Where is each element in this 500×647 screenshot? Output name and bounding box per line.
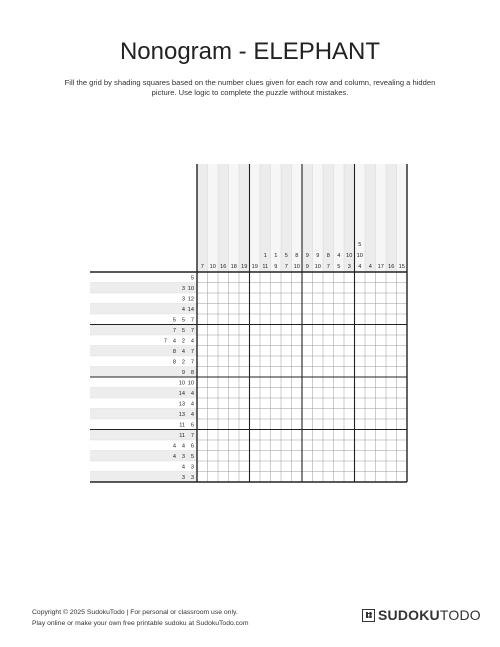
column-clue-number: 10 (293, 264, 300, 270)
row-clue-number: 7 (190, 359, 194, 366)
column-clue-number: 16 (388, 264, 395, 270)
row-clue-number: 4 (172, 443, 176, 450)
column-clue-background (239, 164, 250, 272)
column-clue-number: 9 (274, 264, 278, 270)
column-clue-number: 9 (305, 253, 309, 259)
row-clue-number: 4 (190, 390, 194, 397)
row-clue-number: 12 (187, 296, 194, 303)
column-clue-background (386, 164, 397, 272)
column-clue-background (365, 164, 376, 272)
column-clue-number: 5 (358, 242, 362, 248)
row-clue-number: 11 (179, 422, 185, 429)
row-clue-number: 5 (190, 275, 194, 282)
column-clue-number: 7 (326, 264, 330, 270)
row-clue-number: 10 (187, 380, 194, 387)
row-clue-number: 8 (172, 348, 176, 355)
row-clue-number: 3 (181, 453, 185, 460)
row-clue-number: 3 (181, 285, 185, 292)
row-clue-number: 9 (181, 369, 185, 376)
row-clue-number: 14 (178, 390, 185, 397)
column-clue-number: 5 (337, 264, 341, 270)
row-clue-number: 8 (190, 369, 194, 376)
row-clue-number: 2 (181, 359, 185, 366)
column-clue-number: 10 (346, 253, 353, 259)
row-clue-number: 6 (190, 422, 194, 429)
column-clue-number: 7 (284, 264, 288, 270)
row-clue-number: 2 (181, 338, 185, 345)
column-clue-number: 4 (358, 264, 362, 270)
logo-todo: TODO (439, 607, 481, 623)
column-clue-number: 1 (274, 253, 278, 259)
column-clue-number: 19 (241, 264, 248, 270)
column-clue-background (397, 164, 408, 272)
grid-logo-icon (362, 609, 375, 622)
row-clue-number: 4 (172, 453, 176, 460)
column-clue-number: 11 (262, 264, 269, 270)
row-clue-number: 6 (190, 443, 194, 450)
column-clue-number: 18 (230, 264, 237, 270)
row-clue-number: 7 (190, 348, 194, 355)
logo-wordmark (378, 607, 481, 623)
column-clue-number: 19 (251, 264, 258, 270)
row-clue-number: 4 (181, 348, 185, 355)
column-clue-background (208, 164, 219, 272)
page-title: Nonogram - ELEPHANT (119, 38, 381, 65)
promo-text: Play online or make your own free printable sudoku at SudokuTodo.com (32, 620, 249, 627)
column-clue-number: 17 (377, 264, 384, 270)
column-clue-background (250, 164, 261, 272)
row-clue-number: 4 (181, 443, 185, 450)
row-clue-number: 13 (178, 401, 185, 408)
row-clue-number: 4 (190, 338, 194, 345)
footer (32, 607, 249, 629)
column-clue-number: 9 (316, 253, 320, 259)
column-clue-background (376, 164, 387, 272)
row-clue-number: 10 (178, 380, 185, 387)
row-clue-number: 4 (190, 411, 194, 418)
row-clue-number: 7 (172, 327, 176, 334)
row-clue-number: 5 (181, 317, 185, 324)
row-clue-number: 7 (163, 338, 167, 345)
row-clue-number: 7 (190, 432, 194, 439)
instructions-text: Fill the grid by shading squares based on the number clues given for each row and column, revealing a hidden picture. Use logic to complete the puzzle without mistakes. (64, 78, 436, 97)
column-clue-number: 10 (356, 253, 363, 259)
column-clue-number: 4 (337, 253, 341, 259)
row-clue-number: 8 (172, 359, 176, 366)
row-clue-background (90, 272, 197, 283)
column-clue-number: 7 (200, 264, 204, 270)
copyright-text: Copyright © 2025 SudokuTodo | For personal or classroom use only. (32, 609, 238, 616)
column-clue-number: 3 (347, 264, 351, 270)
row-clue-number: 4 (172, 338, 176, 345)
row-clue-number: 13 (178, 411, 185, 418)
column-clue-number: 10 (209, 264, 216, 270)
column-clue-background (197, 164, 208, 272)
column-clue-number: 16 (220, 264, 227, 270)
row-clue-number: 5 (181, 327, 185, 334)
sudokutodo-logo (362, 605, 481, 625)
logo-sudoku: SUDOKU (378, 607, 440, 623)
row-clue-number: 5 (172, 317, 176, 324)
row-clue-number: 3 (190, 464, 194, 471)
column-clue-number: 4 (368, 264, 372, 270)
row-clue-number: 3 (181, 474, 185, 481)
row-clue-number: 10 (187, 285, 194, 292)
column-clue-number: 8 (326, 253, 330, 259)
column-clue-number: 5 (284, 253, 288, 259)
column-clue-number: 1 (263, 253, 267, 259)
row-clue-number: 4 (181, 464, 185, 471)
row-clue-number: 5 (190, 453, 194, 460)
row-clue-number: 4 (190, 401, 194, 408)
row-clue-number: 3 (181, 296, 185, 303)
column-clue-number: 9 (305, 264, 309, 270)
row-clue-number: 4 (181, 306, 185, 313)
column-clue-background (229, 164, 240, 272)
row-clue-number: 14 (187, 306, 194, 313)
row-clue-number: 3 (190, 474, 194, 481)
column-clue-background (218, 164, 229, 272)
column-clue-number: 10 (314, 264, 321, 270)
column-clue-number: 15 (398, 264, 405, 270)
row-clue-number: 11 (179, 432, 185, 439)
row-clue-number: 7 (190, 327, 194, 334)
row-clue-number: 7 (190, 317, 194, 324)
column-clue-number: 8 (295, 253, 299, 259)
